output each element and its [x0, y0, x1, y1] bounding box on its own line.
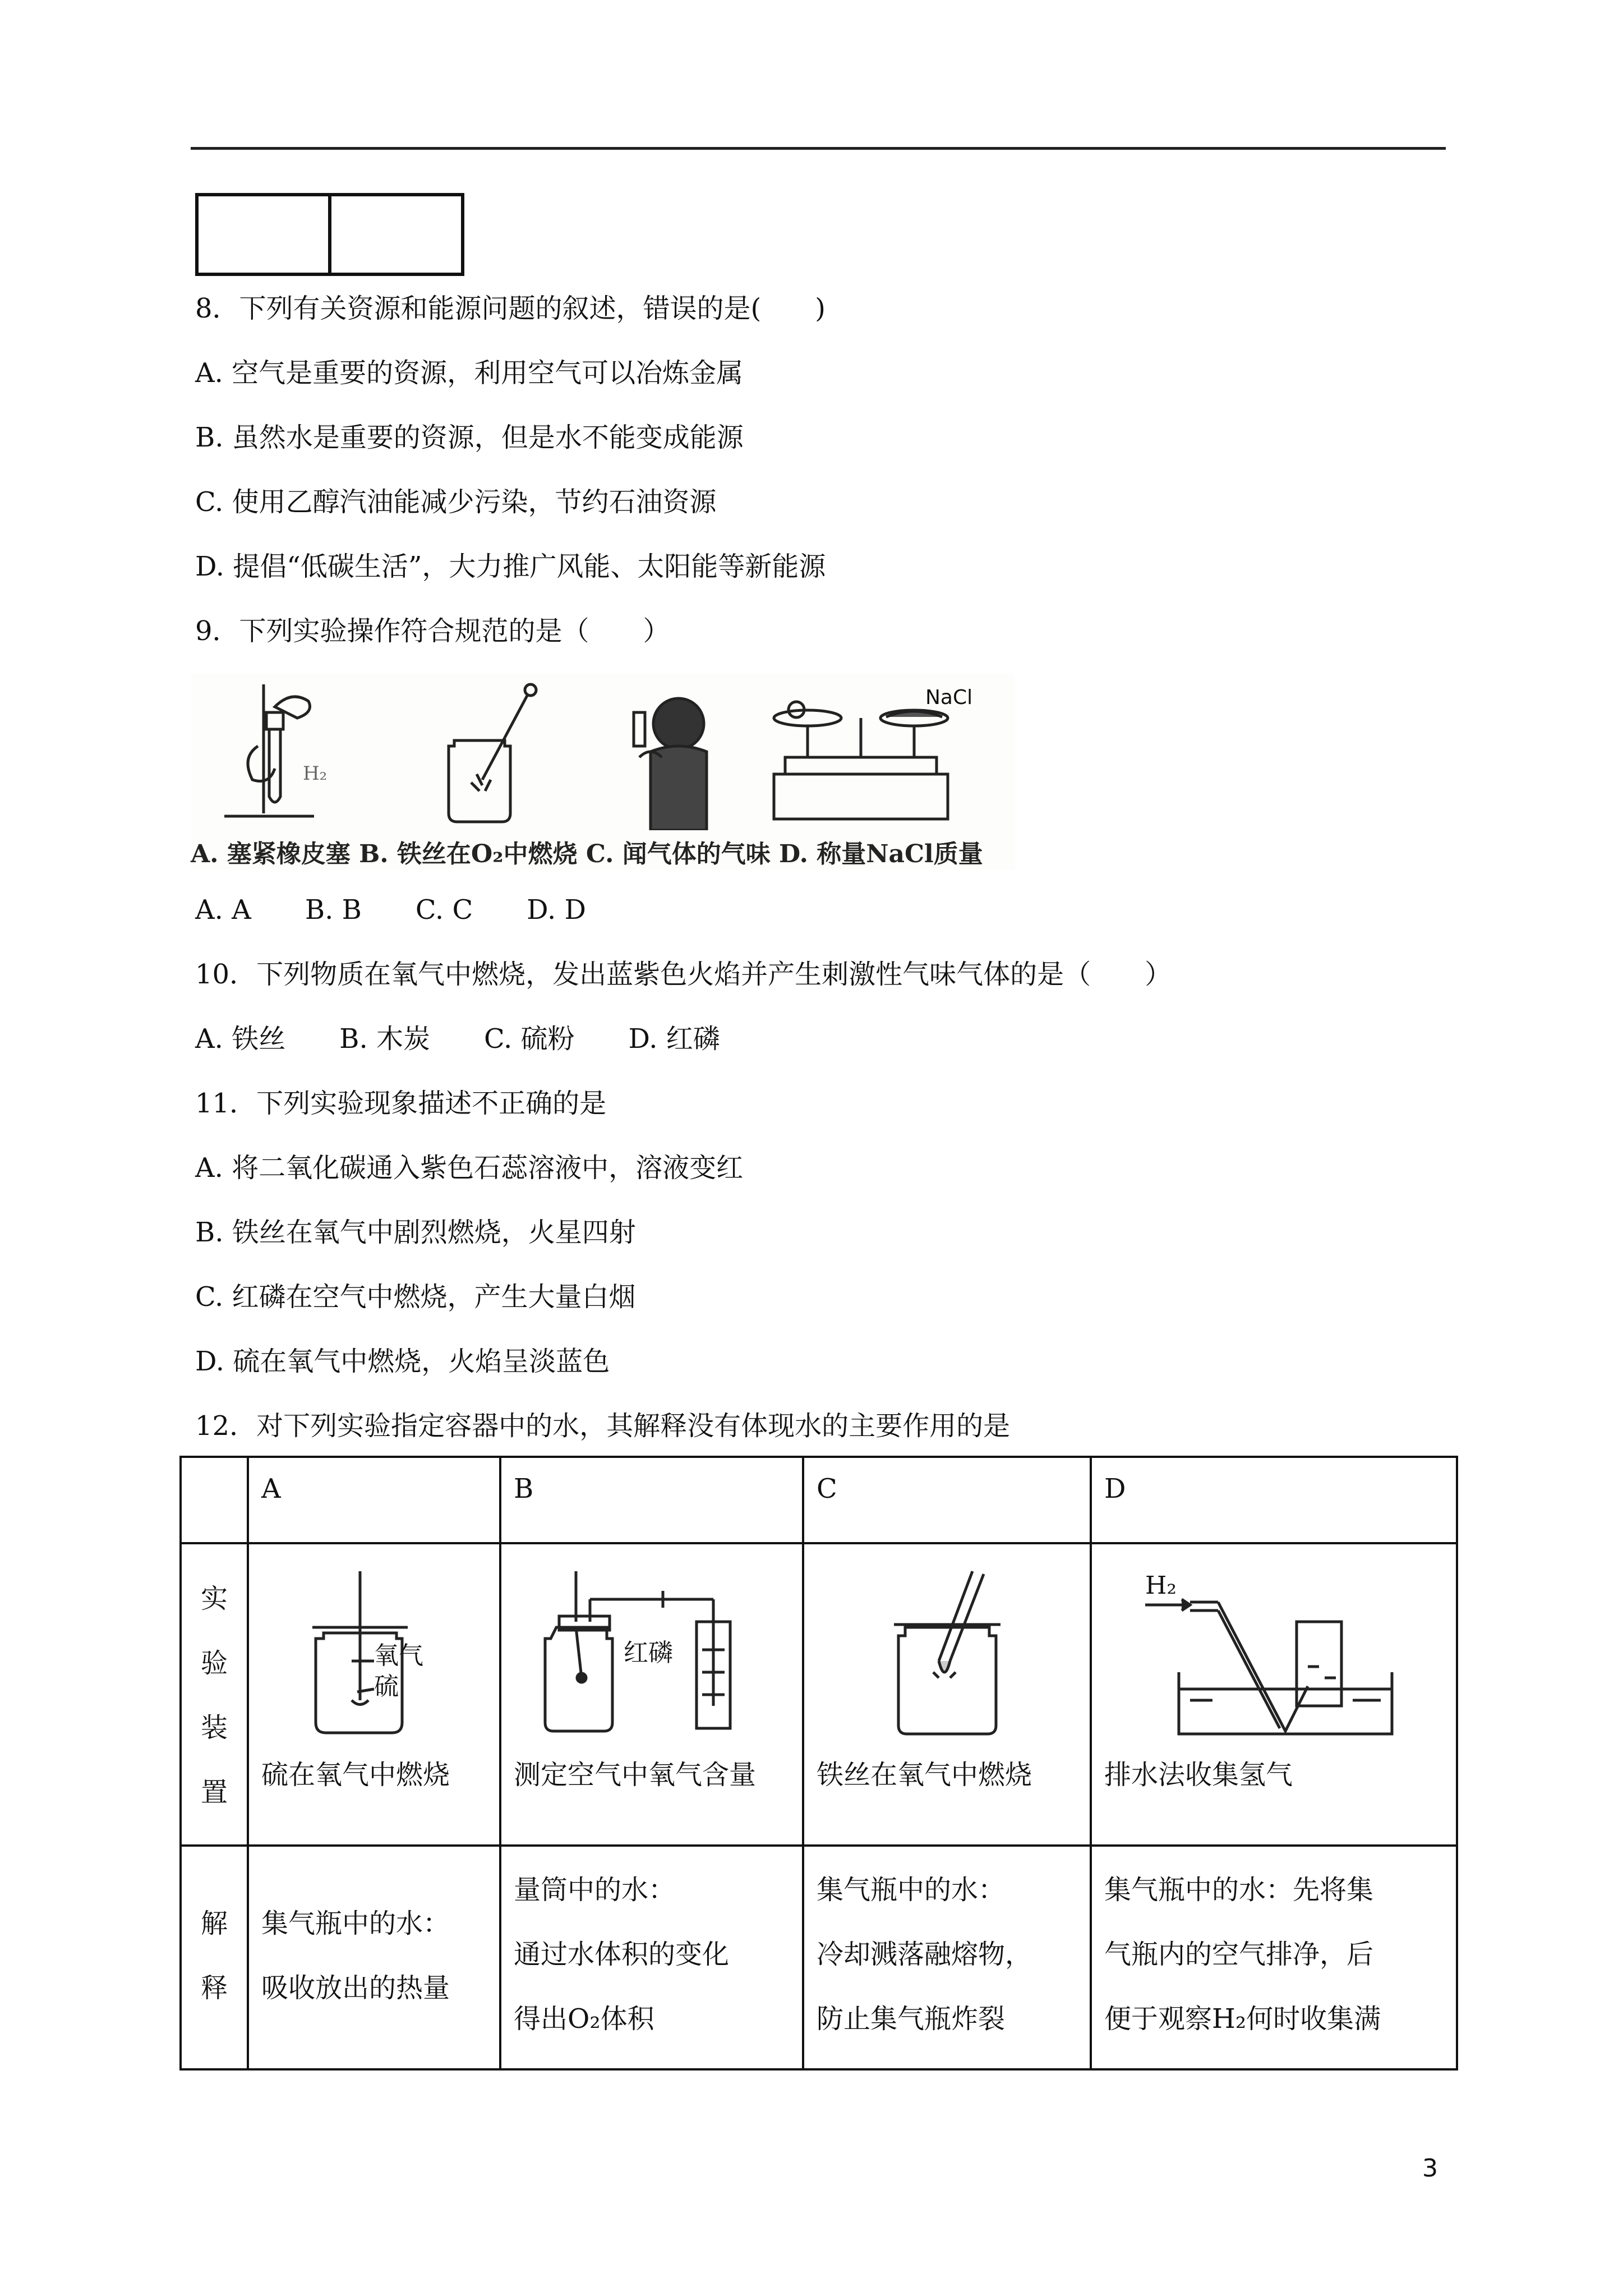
q12-table — [179, 1456, 1458, 2070]
device-row — [181, 1543, 1457, 1846]
device-caption-b: 测定空气中氧气含量 — [514, 1759, 757, 1791]
q11-option-d: D. 硫在氧气中燃烧，火焰呈淡蓝色 — [195, 1346, 610, 1377]
q8-option-c: C. 使用乙醇汽油能减少污染，节约石油资源 — [195, 486, 717, 518]
header-blank — [181, 1457, 248, 1543]
explanation-line: 通过水体积的变化 — [514, 1939, 730, 1970]
explanation-cell-c — [803, 1846, 1091, 2069]
explanation-line: 冷却溅落融熔物， — [817, 1939, 1032, 1970]
score-box — [331, 193, 464, 276]
sulfur-label: 硫 — [374, 1672, 399, 1701]
explanation-line: 便于观察H₂何时收集满 — [1104, 2003, 1381, 2035]
device-caption-c: 铁丝在氧气中燃烧 — [817, 1759, 1032, 1791]
q12-stem: 12．对下列实验指定容器中的水，其解释没有体现水的主要作用的是 — [195, 1410, 1011, 1442]
table-header-row — [181, 1457, 1457, 1543]
device-cell-b — [500, 1543, 803, 1846]
header-rule — [191, 147, 1446, 150]
oxygen-label: 氧气 — [374, 1641, 423, 1670]
balance-drawing — [774, 702, 948, 819]
red-phosphorus-apparatus-drawing — [534, 1560, 769, 1745]
svg-text:H₂: H₂ — [303, 762, 328, 785]
test-tube-drawing — [224, 684, 327, 816]
q11-option-b: B. 铁丝在氧气中剧烈燃烧，火星四射 — [195, 1217, 636, 1248]
device-caption-d: 排水法收集氢气 — [1104, 1759, 1293, 1791]
explanation-row-label — [181, 1846, 248, 2069]
explanation-cell-b — [500, 1846, 803, 2069]
explanation-line: 防止集气瓶炸裂 — [817, 2003, 1006, 2035]
red-phosphorus-label: 红磷 — [624, 1639, 673, 1667]
header-col-a: A — [248, 1457, 500, 1543]
explanation-line: 吸收放出的热量 — [261, 1972, 450, 2004]
sulfur-jar-drawing — [290, 1560, 458, 1745]
q8-option-a: A. 空气是重要的资源，利用空气可以冶炼金属 — [195, 357, 744, 389]
explanation-line: 气瓶内的空气排净，后 — [1104, 1939, 1374, 1970]
label-char: 释 — [200, 1972, 228, 2004]
device-row-label — [181, 1543, 248, 1846]
q11-stem: 11．下列实验现象描述不正确的是 — [195, 1088, 607, 1119]
explanation-line: 量筒中的水： — [514, 1874, 676, 1906]
q10-stem: 10．下列物质在氧气中燃烧，发出蓝紫色火焰并产生刺激性气味气体的是（ ） — [195, 959, 1172, 990]
nacl-label: NaCl — [925, 686, 973, 709]
q9-options: A. A B. B C. C D. D — [195, 894, 586, 926]
label-char: 验 — [200, 1648, 228, 1679]
iron-wire-combustion-drawing — [855, 1560, 1040, 1745]
device-cell-d — [1091, 1543, 1457, 1846]
explanation-line: 集气瓶中的水： — [261, 1908, 450, 1939]
device-caption-a: 硫在氧气中燃烧 — [261, 1759, 450, 1791]
score-box — [195, 193, 331, 276]
q9-figure — [191, 673, 1015, 869]
q8-option-b: B. 虽然水是重要的资源，但是水不能变成能源 — [195, 422, 744, 453]
q9-figure-caption: A. 塞紧橡皮塞 B. 铁丝在O₂中燃烧 C. 闻气体的气味 D. 称量NaCl质量 — [191, 840, 983, 868]
q9-stem: 9．下列实验操作符合规范的是（ ） — [195, 615, 670, 647]
q10-options: A. 铁丝 B. 木炭 C. 硫粉 D. 红磷 — [195, 1023, 720, 1055]
header-col-b: B — [500, 1457, 803, 1543]
explanation-cell-d — [1091, 1846, 1457, 2069]
label-char: 置 — [200, 1777, 228, 1808]
q8-stem: 8．下列有关资源和能源问题的叙述，错误的是( ) — [195, 293, 826, 324]
hydrogen-collection-drawing — [1128, 1560, 1420, 1745]
header-col-c: C — [803, 1457, 1091, 1543]
q8-option-d: D. 提倡“低碳生活”，大力推广风能、太阳能等新能源 — [195, 551, 826, 582]
explanation-row — [181, 1846, 1457, 2069]
explanation-cell-a — [248, 1846, 500, 2069]
label-char: 解 — [200, 1908, 228, 1939]
boy-smelling-drawing — [634, 698, 707, 830]
label-char: 实 — [200, 1583, 228, 1614]
explanation-line: 集气瓶中的水： — [817, 1874, 1006, 1906]
page-number: 3 — [1422, 2154, 1438, 2183]
q11-option-c: C. 红磷在空气中燃烧，产生大量白烟 — [195, 1281, 636, 1313]
score-boxes — [195, 193, 464, 276]
device-cell-c — [803, 1543, 1091, 1846]
device-cell-a — [248, 1543, 500, 1846]
h2-label: H₂ — [1145, 1571, 1177, 1600]
explanation-line: 集气瓶中的水：先将集 — [1104, 1874, 1374, 1906]
label-char: 装 — [200, 1712, 228, 1743]
q11-option-a: A. 将二氧化碳通入紫色石蕊溶液中，溶液变红 — [195, 1152, 744, 1184]
explanation-line: 得出O₂体积 — [514, 2003, 654, 2035]
q9-illustrations — [191, 673, 1015, 830]
header-col-d: D — [1091, 1457, 1457, 1543]
iron-wire-jar-drawing — [449, 684, 536, 822]
